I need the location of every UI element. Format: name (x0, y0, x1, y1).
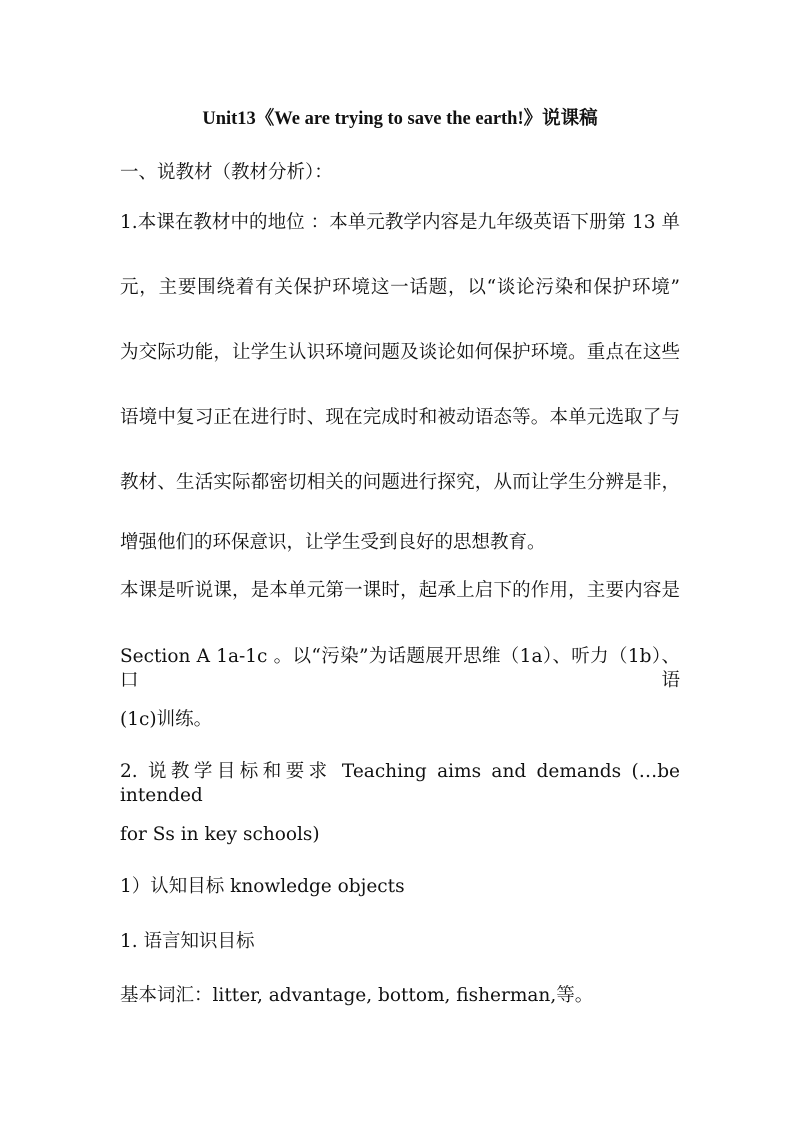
section-heading-textbook-analysis: 一、说教材（教材分析）： (120, 162, 333, 183)
paragraph-line: for Ss in key schools) (120, 824, 320, 845)
section-heading-teaching-aims: 2. 说教学目标和要求 Teaching aims and demands (…be intended (120, 761, 680, 806)
paragraph-line: 本课是听说课，是本单元第一课时，起承上启下的作用，主要内容是 (120, 580, 680, 601)
paragraph-line: 增强他们的环保意识，让学生受到良好的思想教育。 (120, 532, 546, 553)
paragraph-line: 为交际功能，让学生认识环境问题及谈论如何保护环境。重点在这些 (120, 342, 680, 363)
paragraph-line-vocabulary: 基本词汇：litter, advantage, bottom, fisherman,等。 (120, 985, 594, 1006)
paragraph-line: (1c)训练。 (120, 709, 213, 730)
document-title: Unit13《We are trying to save the earth!》说课稿 (202, 109, 598, 129)
paragraph-line: 教材、生活实际都密切相关的问题进行探究，从而让学生分辨是非， (120, 472, 680, 493)
paragraph-line: 1.本课在教材中的地位 ：本单元教学内容是九年级英语下册第 13 单 (120, 212, 680, 233)
subheading-knowledge-objects: 1）认知目标 knowledge objects (120, 876, 405, 897)
paragraph-line: 语境中复习正在进行时、现在完成时和被动语态等。本单元选取了与 (120, 407, 680, 428)
paragraph-line: Section A 1a-1c 。以“污染”为话题展开思维（1a）、听力（1b）、口语 (120, 646, 680, 691)
paragraph-line: 元，主要围绕着有关保护环境这一话题，以“谈论污染和保护环境” (120, 277, 680, 298)
subheading-language-knowledge: 1. 语言知识目标 (120, 931, 255, 952)
